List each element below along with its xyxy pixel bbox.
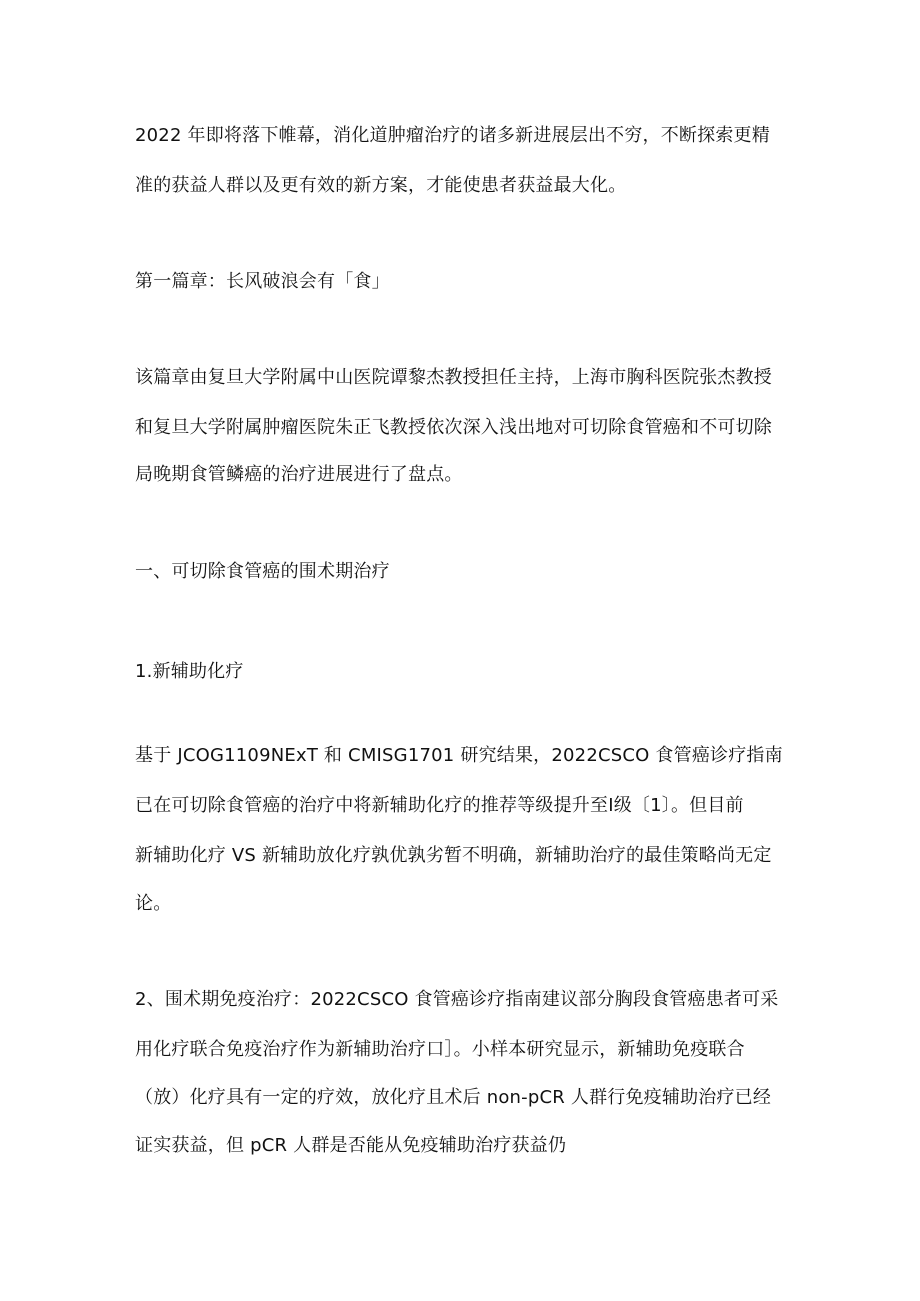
- subsection-two-line-1: 2、围术期免疫治疗：2022CSCO 食管癌诊疗指南建议部分胸段食管癌患者可采: [135, 989, 779, 1010]
- subsection-one-heading: 1.新辅助化疗: [135, 661, 244, 682]
- subsection-two-line-2: 用化疗联合免疫治疗作为新辅助治疗口］。小样本研究显示，新辅助免疫联合: [135, 1039, 745, 1060]
- section-one-heading: 一、可切除食管癌的围术期治疗: [135, 561, 390, 582]
- subsection-one-line-3: 新辅助化疗 VS 新辅助放化疗孰优孰劣暂不明确，新辅助治疗的最佳策略尚无定: [135, 845, 772, 866]
- chapter-intro-line-2: 和复旦大学附属肿瘤医院朱正飞教授依次深入浅出地对可切除食管癌和不可切除: [135, 417, 772, 438]
- subsection-two-line-4: 证实获益，但 pCR 人群是否能从免疫辅助治疗获益仍: [135, 1135, 567, 1156]
- subsection-one-line-2: 已在可切除食管癌的治疗中将新辅助化疗的推荐等级提升至Ⅰ级〔1〕。但目前: [135, 795, 744, 816]
- subsection-one-line-1: 基于 JCOG1109NExT 和 CMISG1701 研究结果，2022CSCO 食管癌诊疗指南: [135, 745, 783, 766]
- subsection-one-line-4: 论。: [135, 893, 172, 914]
- intro-line-2: 准的获益人群以及更有效的新方案，才能使患者获益最大化。: [135, 175, 627, 196]
- chapter-title: 第一篇章：长风破浪会有「食」: [135, 271, 390, 292]
- chapter-intro-line-1: 该篇章由复旦大学附属中山医院谭黎杰教授担任主持，上海市胸科医院张杰教授: [135, 367, 772, 388]
- intro-line-1: 2022 年即将落下帷幕，消化道肿瘤治疗的诸多新进展层出不穷，不断探索更精: [135, 125, 770, 146]
- subsection-two-line-3: （放）化疗具有一定的疗效，放化疗且术后 non-pCR 人群行免疫辅助治疗已经: [135, 1087, 772, 1108]
- chapter-intro-line-3: 局晚期食管鳞癌的治疗进展进行了盘点。: [135, 464, 463, 485]
